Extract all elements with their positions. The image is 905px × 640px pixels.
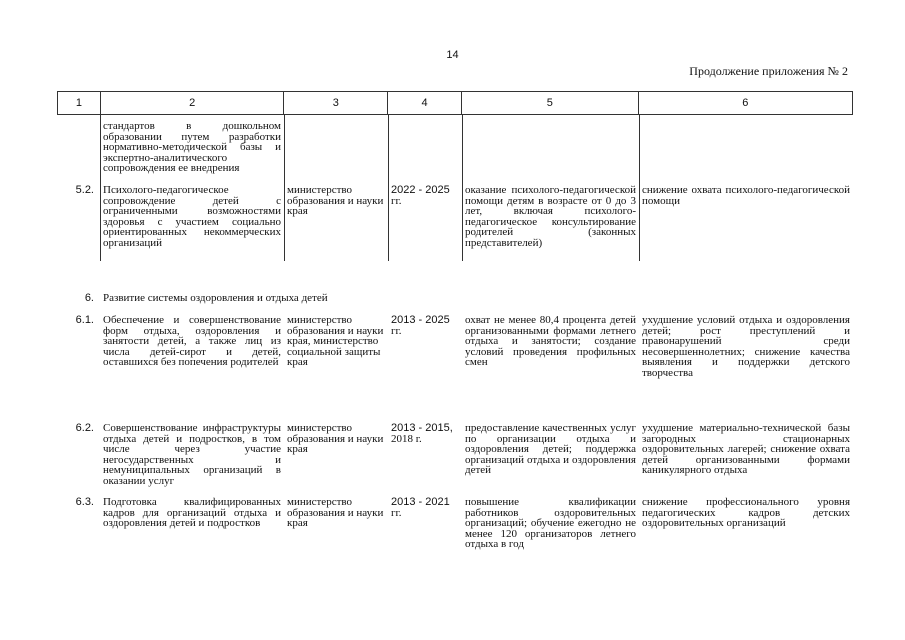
- period-years: 2013 - 2015,: [391, 422, 453, 434]
- executor: министерство образования и науки края, министерство социальной защиты края: [287, 314, 384, 368]
- period: [388, 185, 462, 248]
- period-years: 2022 - 2025: [391, 184, 450, 196]
- header-cell: 6: [742, 97, 749, 109]
- consequences: снижение профессионального уровня педагогических кадров детских оздоровительных организаций: [642, 496, 850, 529]
- consequences: [639, 121, 853, 174]
- period-suffix: гг.: [391, 194, 402, 207]
- row-number: 6.3.: [75, 496, 94, 508]
- executor: [284, 121, 388, 174]
- header-cell: 5: [462, 92, 639, 114]
- expected-result: предоставление качественных услуг по организации отдыха и оздоровления детей; поддержка организаций отдыха и оздоровления детей: [465, 422, 636, 476]
- period: [388, 121, 462, 174]
- expected-result: охват не менее 80,4 процента детей организованными формами летнего отдыха и занятости; создание условий проведения профильных смен: [465, 314, 636, 368]
- executor: министерство образования и науки края: [287, 422, 384, 455]
- period-suffix: гг.: [391, 324, 402, 337]
- section-row: [57, 293, 853, 304]
- header-cell: 2: [101, 92, 285, 114]
- table-row: [57, 315, 853, 378]
- period-suffix: 2018 г.: [391, 432, 422, 445]
- period-years: 2013 - 2025: [391, 314, 450, 326]
- expected-result: [462, 121, 639, 174]
- row-number: 6.1.: [75, 314, 94, 326]
- table-row: [57, 497, 853, 550]
- period-years: 2013 - 2021: [391, 496, 450, 508]
- period: [388, 315, 462, 378]
- row-number: 6.2.: [75, 422, 94, 434]
- consequences: ухудшение условий отдыха и оздоровления детей; рост преступлений и правонарушений среди несовершеннолетних; снижение качества выявления и поддержки детского творчества: [642, 314, 850, 379]
- measure-name: Обеспечение и совершенствование форм отдыха, оздоровления и занятости детей, а также лиц из числа детей-сирот и детей, оставшихся без попечения родителей: [103, 314, 281, 368]
- measure-name: Психолого-педагогическое сопровождение детей с ограниченными возможностями здоровья с участием социально ориентированных некоммерческих организаций: [103, 184, 281, 249]
- consequences: снижение охвата психолого-педагогической помощи: [642, 184, 850, 207]
- section-title: Развитие системы оздоровления и отдыха детей: [103, 292, 328, 304]
- measure-name: Подготовка квалифицированных кадров для организаций отдыха и оздоровления детей и подростков: [103, 496, 281, 529]
- expected-result: повышение квалификации работников оздоровительных организаций; обучение ежегодно не менее 120 организаторов летнего отдыха в год: [465, 496, 636, 550]
- continuation-caption: Продолжение приложения № 2: [689, 64, 848, 78]
- table-row: [57, 185, 853, 248]
- period: [388, 497, 462, 550]
- table-row: [57, 121, 853, 174]
- period: [388, 423, 462, 486]
- expected-result: оказание психолого-педагогической помощи детям в возрасте от 0 до 3 лет, включая психолого-педагогическое консультирование родителей (законных представителей): [465, 184, 636, 249]
- measure-name: Совершенствование инфраструктуры отдыха детей и подростков, в том числе через участие негосударственных и немуниципальных организаций в оказании услуг: [103, 422, 281, 487]
- table-header: [57, 91, 853, 115]
- row-number: [57, 121, 100, 174]
- period-suffix: гг.: [391, 506, 402, 519]
- header-cell: 3: [284, 92, 388, 114]
- header-cell: 4: [388, 92, 462, 114]
- page-number: 14: [446, 49, 459, 61]
- row-number: 5.2.: [75, 184, 94, 196]
- consequences: ухудшение материально-технической базы загородных стационарных оздоровительных лагерей; снижение охвата детей организованными формами каникулярного отдыха: [642, 422, 850, 476]
- executor: министерство образования и науки края: [287, 184, 384, 217]
- header-cell: 1: [58, 92, 101, 114]
- table-row: [57, 423, 853, 486]
- measure-name: стандартов в дошкольном образовании путем разработки нормативно-методической базы и экспертно-аналитического сопровождения ее внедрения: [103, 120, 281, 174]
- section-number: 6.: [84, 292, 94, 304]
- executor: министерство образования и науки края: [287, 496, 384, 529]
